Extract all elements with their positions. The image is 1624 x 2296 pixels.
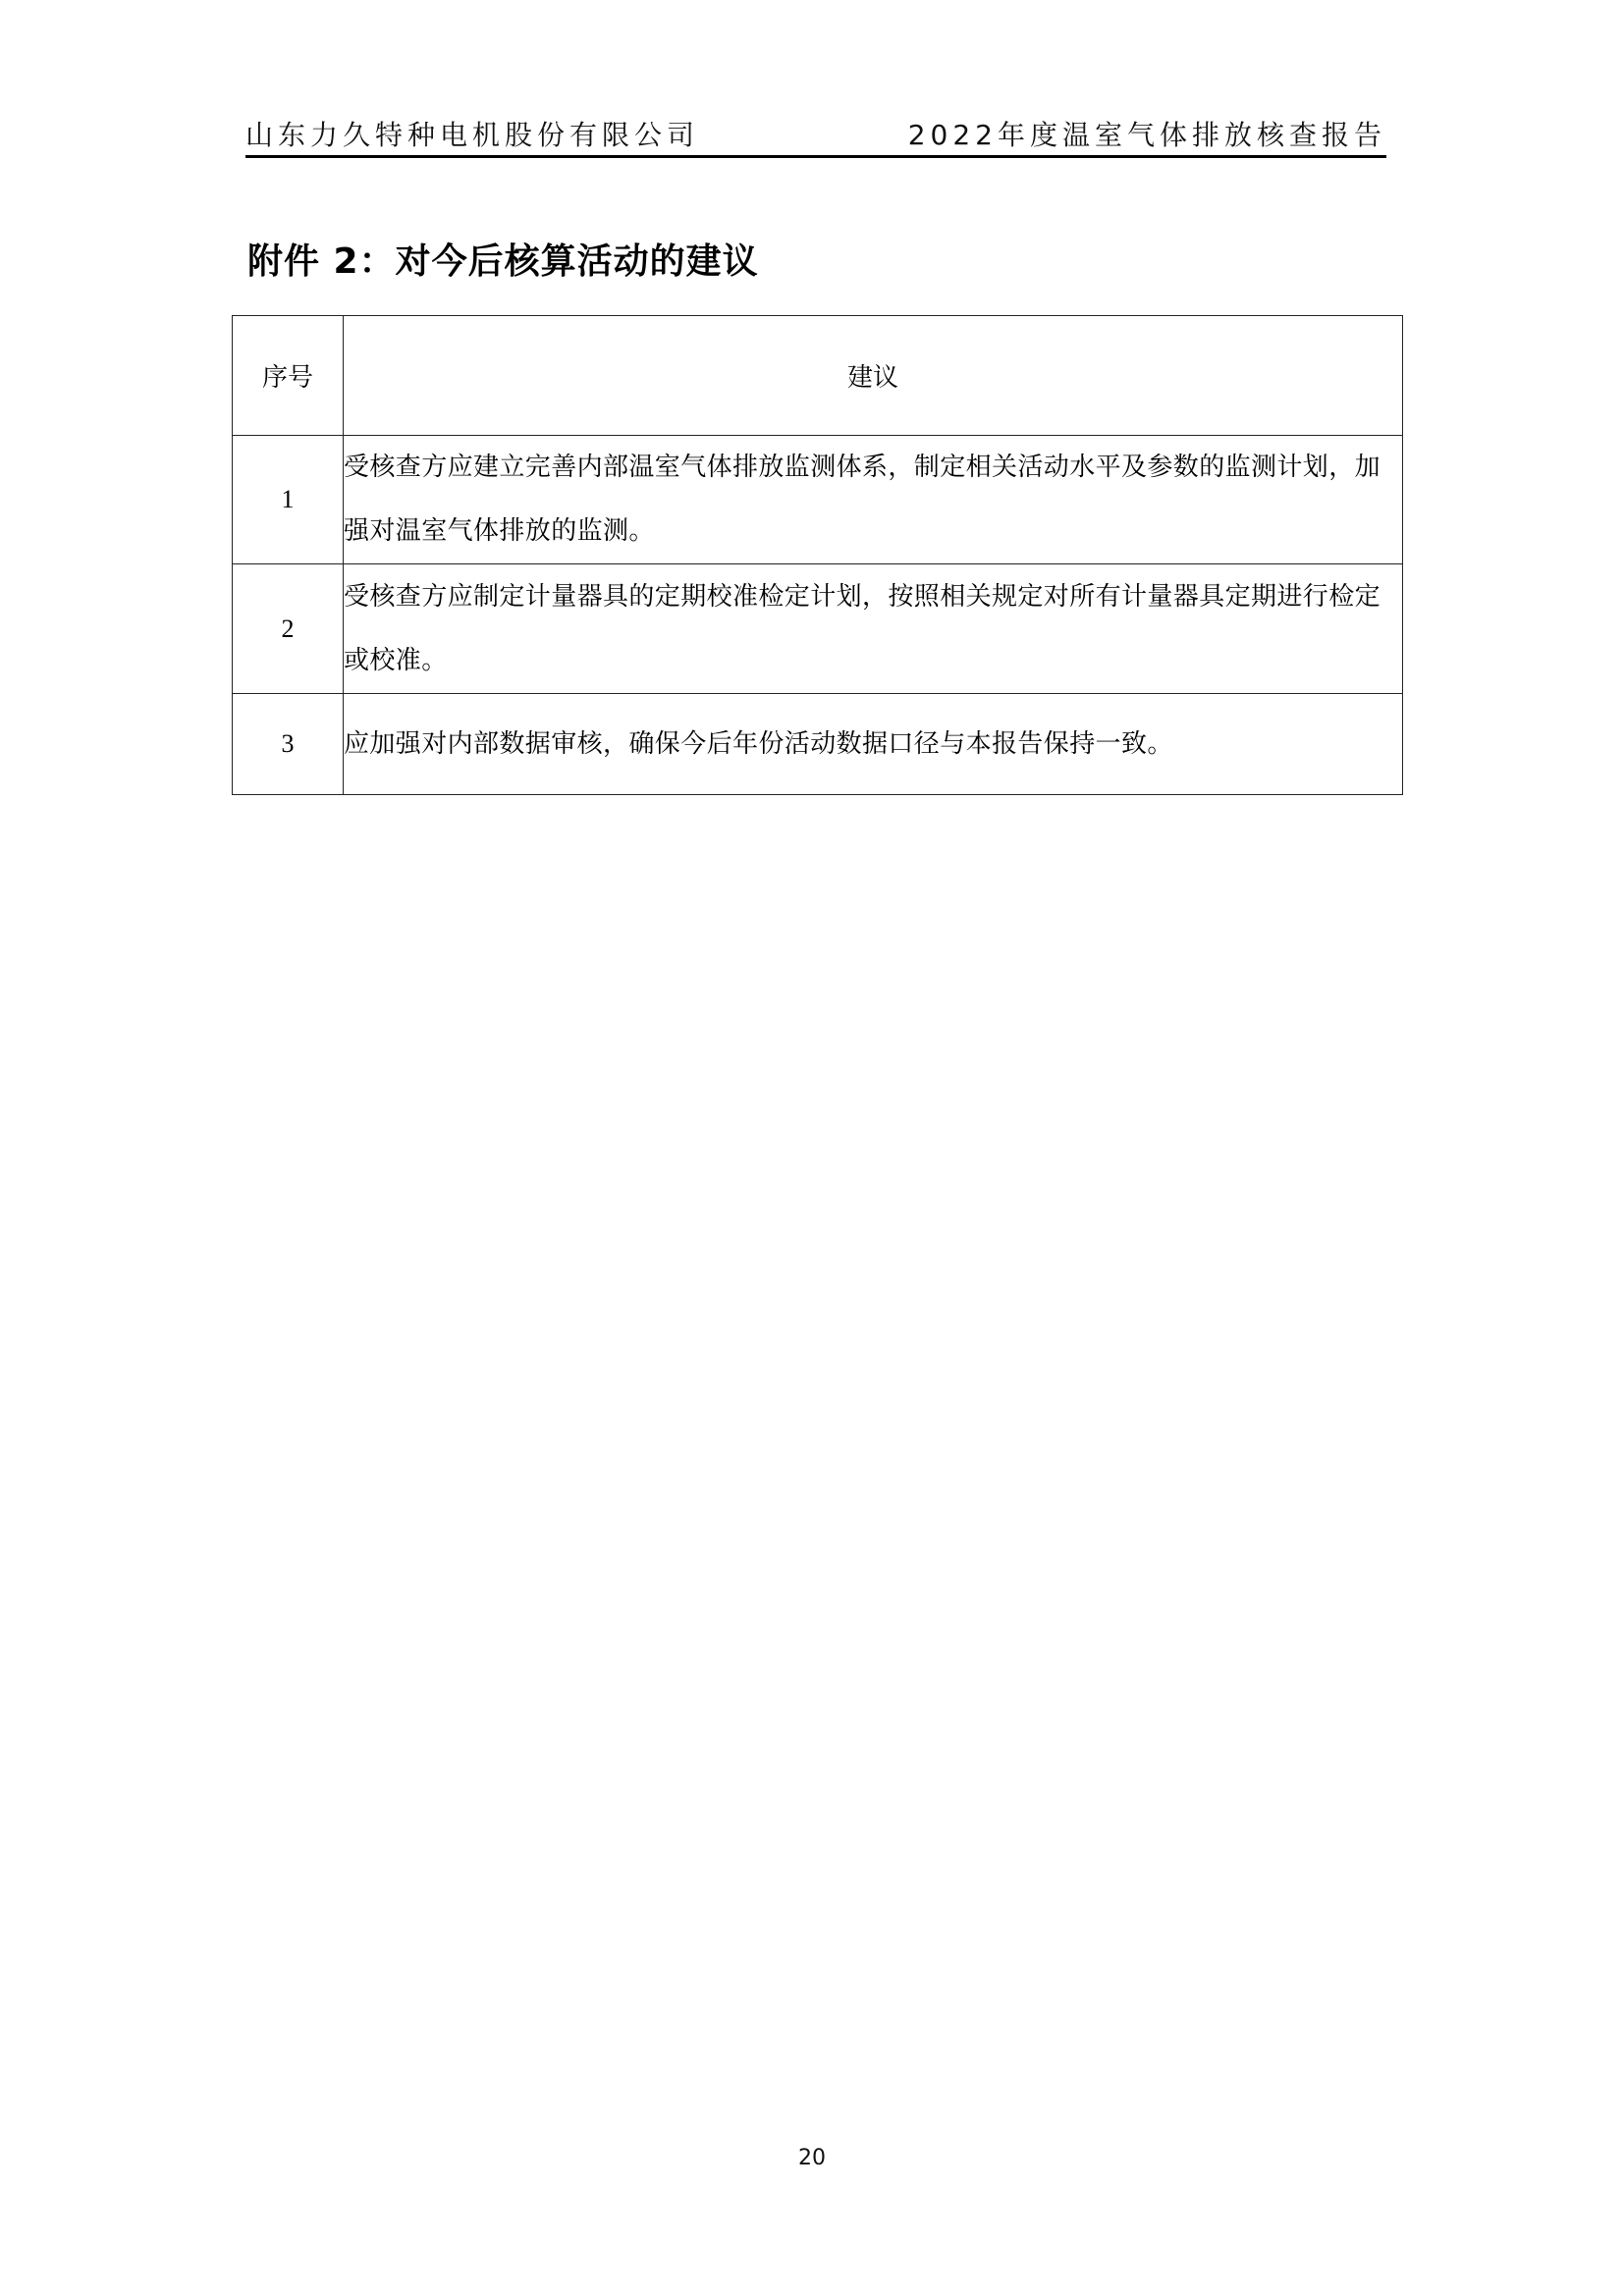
table-row xyxy=(233,694,1403,795)
table-header-row xyxy=(233,316,1403,436)
row-suggestion: 受核查方应建立完善内部温室气体排放监测体系，制定相关活动水平及参数的监测计划，加强对温室气体排放的监测。 xyxy=(344,436,1403,564)
page-header xyxy=(245,116,1386,153)
header-company-name: 山东力久特种电机股份有限公司 xyxy=(245,119,700,151)
row-suggestion: 受核查方应制定计量器具的定期校准检定计划，按照相关规定对所有计量器具定期进行检定或校准。 xyxy=(344,564,1403,694)
suggestions-table xyxy=(232,315,1403,795)
row-number: 2 xyxy=(233,564,344,694)
page-number: 20 xyxy=(798,2146,826,2170)
row-suggestion: 应加强对内部数据审核，确保今后年份活动数据口径与本报告保持一致。 xyxy=(344,694,1403,795)
column-header-suggestion: 建议 xyxy=(344,316,1403,436)
header-report-title: 2022年度温室气体排放核查报告 xyxy=(907,119,1386,151)
column-header-number: 序号 xyxy=(233,316,344,436)
row-number: 1 xyxy=(233,436,344,564)
table-row xyxy=(233,564,1403,694)
row-number: 3 xyxy=(233,694,344,795)
header-divider xyxy=(245,155,1386,158)
section-title: 附件 2：对今后核算活动的建议 xyxy=(247,241,759,282)
table-row xyxy=(233,436,1403,564)
